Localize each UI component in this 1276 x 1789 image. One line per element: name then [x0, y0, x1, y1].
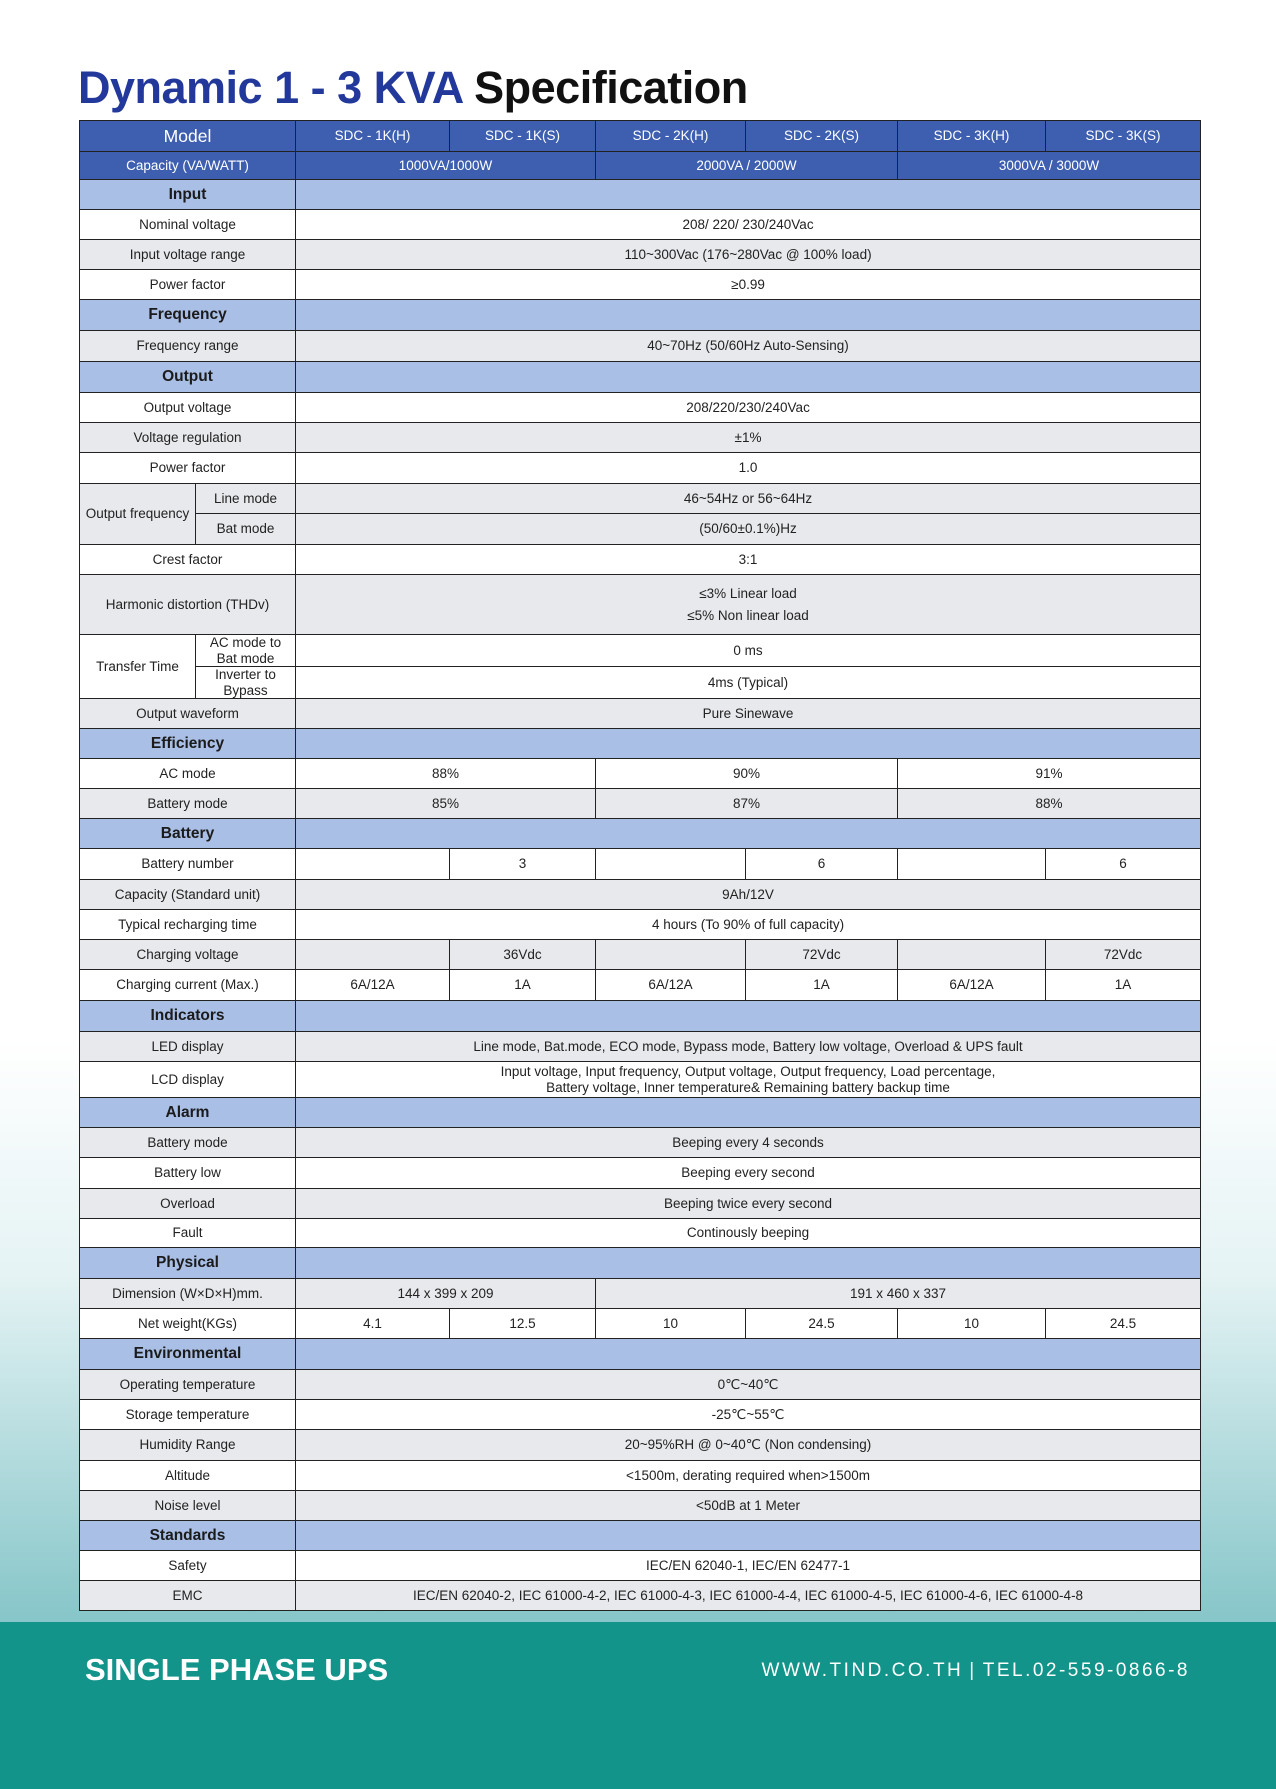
row-value: IEC/EN 62040-1, IEC/EN 62477-1	[296, 1551, 1201, 1581]
row-value: 3:1	[296, 545, 1201, 575]
section-fill	[296, 1001, 1201, 1032]
table-row	[80, 240, 1201, 270]
row-value: Beeping every second	[296, 1158, 1201, 1189]
row-label: Battery mode	[80, 789, 296, 819]
row-sublabel: Bat mode	[196, 514, 296, 545]
row-value: 87%	[596, 789, 898, 819]
model-label: Model	[80, 121, 296, 152]
section-title: Indicators	[80, 1001, 296, 1032]
table-row	[80, 423, 1201, 453]
row-label: Battery low	[80, 1158, 296, 1189]
section-row-standards	[80, 1521, 1201, 1551]
row-label: Power factor	[80, 270, 296, 300]
section-fill	[296, 362, 1201, 393]
row-value: <1500m, derating required when>1500m	[296, 1461, 1201, 1491]
row-value: 0 ms	[296, 635, 1201, 667]
row-sublabel: Inverter to Bypass	[196, 667, 296, 699]
capacity-value: 3000VA / 3000W	[898, 152, 1201, 180]
section-title: Standards	[80, 1521, 296, 1551]
row-label: Charging current (Max.)	[80, 970, 296, 1001]
row-label: Overload	[80, 1189, 296, 1219]
row-label: Noise level	[80, 1491, 296, 1521]
row-value: 72Vdc	[1046, 940, 1201, 970]
capacity-value: 2000VA / 2000W	[596, 152, 898, 180]
row-label: Nominal voltage	[80, 210, 296, 240]
row-value: Beeping twice every second	[296, 1189, 1201, 1219]
table-row	[80, 1370, 1201, 1400]
row-value: 12.5	[450, 1309, 596, 1339]
row-value: 144 x 399 x 209	[296, 1279, 596, 1309]
row-sublabel: Line mode	[196, 484, 296, 514]
row-value: 208/ 220/ 230/240Vac	[296, 210, 1201, 240]
row-sublabel: AC mode to Bat mode	[196, 635, 296, 667]
capacity-value: 1000VA/1000W	[296, 152, 596, 180]
section-fill	[296, 180, 1201, 210]
model-name: SDC - 1K(H)	[296, 121, 450, 152]
row-value: 24.5	[746, 1309, 898, 1339]
row-label: Capacity (Standard unit)	[80, 880, 296, 910]
row-label: Frequency range	[80, 331, 296, 362]
section-row-battery	[80, 819, 1201, 849]
row-value: Continously beeping	[296, 1219, 1201, 1248]
specification-table	[79, 120, 1201, 1611]
row-value	[296, 849, 450, 880]
row-value: 1A	[746, 970, 898, 1001]
row-value: 24.5	[1046, 1309, 1201, 1339]
section-title: Frequency	[80, 300, 296, 331]
row-value: 85%	[296, 789, 596, 819]
row-value: 20~95%RH @ 0~40℃ (Non condensing)	[296, 1430, 1201, 1461]
section-row-indicators	[80, 1001, 1201, 1032]
table-row	[80, 484, 1201, 514]
row-label: Harmonic distortion (THDv)	[80, 575, 296, 635]
table-row	[80, 1430, 1201, 1461]
model-name: SDC - 2K(H)	[596, 121, 746, 152]
row-value: 110~300Vac (176~280Vac @ 100% load)	[296, 240, 1201, 270]
row-value: 191 x 460 x 337	[596, 1279, 1201, 1309]
row-value: 6	[1046, 849, 1201, 880]
row-value	[596, 940, 746, 970]
row-label: Power factor	[80, 453, 296, 484]
row-value: 88%	[296, 759, 596, 789]
website-link[interactable]: WWW.TIND.CO.TH	[761, 1660, 964, 1681]
row-label: Operating temperature	[80, 1370, 296, 1400]
table-row	[80, 759, 1201, 789]
row-value: 10	[596, 1309, 746, 1339]
section-row-environmental	[80, 1339, 1201, 1370]
row-value: 3	[450, 849, 596, 880]
footer-divider: |	[969, 1660, 977, 1681]
row-value: 36Vdc	[450, 940, 596, 970]
table-row	[80, 1219, 1201, 1248]
section-title: Alarm	[80, 1098, 296, 1128]
table-row	[80, 1551, 1201, 1581]
capacity-label: Capacity (VA/WATT)	[80, 152, 296, 180]
table-row	[80, 667, 1201, 699]
section-fill	[296, 1098, 1201, 1128]
row-label: Net weight(KGs)	[80, 1309, 296, 1339]
row-value	[296, 1062, 1201, 1098]
row-label: Battery mode	[80, 1128, 296, 1158]
section-fill	[296, 1248, 1201, 1279]
row-value: 40~70Hz (50/60Hz Auto-Sensing)	[296, 331, 1201, 362]
table-row	[80, 393, 1201, 423]
section-row-physical	[80, 1248, 1201, 1279]
table-row	[80, 940, 1201, 970]
row-value: 1A	[1046, 970, 1201, 1001]
capacity-header-row	[80, 152, 1201, 180]
section-row-frequency	[80, 300, 1201, 331]
row-value: 10	[898, 1309, 1046, 1339]
table-row	[80, 453, 1201, 484]
table-row	[80, 910, 1201, 940]
section-fill	[296, 1521, 1201, 1551]
row-value: 1.0	[296, 453, 1201, 484]
model-header-row	[80, 121, 1201, 152]
table-row	[80, 1189, 1201, 1219]
table-row	[80, 789, 1201, 819]
row-label: Charging voltage	[80, 940, 296, 970]
table-row	[80, 699, 1201, 729]
value-line: Input voltage, Input frequency, Output voltage, Output frequency, Load percentage,	[500, 1064, 996, 1080]
table-row	[80, 849, 1201, 880]
row-label: Output waveform	[80, 699, 296, 729]
section-title: Efficiency	[80, 729, 296, 759]
row-label: EMC	[80, 1581, 296, 1611]
table-row	[80, 1309, 1201, 1339]
row-label: Altitude	[80, 1461, 296, 1491]
section-title: Physical	[80, 1248, 296, 1279]
section-row-input	[80, 180, 1201, 210]
page-title	[78, 62, 748, 114]
table-row	[80, 575, 1201, 635]
row-value: <50dB at 1 Meter	[296, 1491, 1201, 1521]
row-value: 1A	[450, 970, 596, 1001]
row-label: Dimension (W×D×H)mm.	[80, 1279, 296, 1309]
row-label: Output voltage	[80, 393, 296, 423]
section-row-alarm	[80, 1098, 1201, 1128]
row-value: (50/60±0.1%)Hz	[296, 514, 1201, 545]
table-row	[80, 1581, 1201, 1611]
row-value: 9Ah/12V	[296, 880, 1201, 910]
row-value: ±1%	[296, 423, 1201, 453]
row-label: Humidity Range	[80, 1430, 296, 1461]
table-row	[80, 1400, 1201, 1430]
row-label: LED display	[80, 1032, 296, 1062]
model-name: SDC - 3K(S)	[1046, 121, 1201, 152]
section-fill	[296, 1339, 1201, 1370]
table-row	[80, 1461, 1201, 1491]
section-title: Output	[80, 362, 296, 393]
row-label: Input voltage range	[80, 240, 296, 270]
row-label: Fault	[80, 1219, 296, 1248]
row-value: 0℃~40℃	[296, 1370, 1201, 1400]
value-line: ≤3% Linear load	[699, 585, 797, 601]
row-value: 6A/12A	[296, 970, 450, 1001]
row-label: AC mode	[80, 759, 296, 789]
row-value	[898, 849, 1046, 880]
section-title: Battery	[80, 819, 296, 849]
table-row	[80, 1128, 1201, 1158]
row-value: -25℃~55℃	[296, 1400, 1201, 1430]
title-model-range: Dynamic 1 - 3 KVA	[78, 62, 463, 113]
row-label: Battery number	[80, 849, 296, 880]
row-value: 91%	[898, 759, 1201, 789]
row-value: 208/220/230/240Vac	[296, 393, 1201, 423]
title-specification: Specification	[474, 62, 748, 113]
section-fill	[296, 819, 1201, 849]
row-value: IEC/EN 62040-2, IEC 61000-4-2, IEC 61000-4-3, IEC 61000-4-4, IEC 61000-4-5, IEC 61000-4-6, IEC 61000-4-8	[296, 1581, 1201, 1611]
section-row-efficiency	[80, 729, 1201, 759]
value-line: Battery voltage, Inner temperature& Remaining battery backup time	[546, 1079, 950, 1095]
section-row-output	[80, 362, 1201, 393]
table-row	[80, 210, 1201, 240]
table-row	[80, 1491, 1201, 1521]
row-label: Typical recharging time	[80, 910, 296, 940]
section-fill	[296, 300, 1201, 331]
table-row	[80, 1158, 1201, 1189]
table-row	[80, 331, 1201, 362]
row-value: Line mode, Bat.mode, ECO mode, Bypass mode, Battery low voltage, Overload & UPS fault	[296, 1032, 1201, 1062]
value-line: ≤5% Non linear load	[687, 607, 809, 623]
row-value: 6	[746, 849, 898, 880]
table-row	[80, 635, 1201, 667]
footer-product-line: SINGLE PHASE UPS	[85, 1652, 389, 1687]
section-fill	[296, 729, 1201, 759]
section-title: Environmental	[80, 1339, 296, 1370]
model-name: SDC - 2K(S)	[746, 121, 898, 152]
footer-banner	[0, 1622, 1276, 1789]
table-row	[80, 970, 1201, 1001]
footer-contact	[762, 1660, 1190, 1682]
row-value: 4 hours (To 90% of full capacity)	[296, 910, 1201, 940]
model-name: SDC - 3K(H)	[898, 121, 1046, 152]
row-label: Output frequency	[80, 484, 196, 545]
row-label: Crest factor	[80, 545, 296, 575]
row-value	[596, 849, 746, 880]
row-label: Transfer Time	[80, 635, 196, 699]
row-value	[898, 940, 1046, 970]
phone-number: TEL.02-559-0866-8	[982, 1660, 1190, 1681]
row-value: 46~54Hz or 56~64Hz	[296, 484, 1201, 514]
row-value: 6A/12A	[898, 970, 1046, 1001]
row-value: 88%	[898, 789, 1201, 819]
table-row	[80, 1062, 1201, 1098]
table-row	[80, 1279, 1201, 1309]
row-value: 90%	[596, 759, 898, 789]
row-value	[296, 575, 1201, 635]
row-value: Beeping every 4 seconds	[296, 1128, 1201, 1158]
section-title: Input	[80, 180, 296, 210]
row-label: Safety	[80, 1551, 296, 1581]
row-value: 72Vdc	[746, 940, 898, 970]
table-row	[80, 880, 1201, 910]
table-row	[80, 514, 1201, 545]
table-row	[80, 1032, 1201, 1062]
row-label: LCD display	[80, 1062, 296, 1098]
row-value: 4ms (Typical)	[296, 667, 1201, 699]
row-value: 6A/12A	[596, 970, 746, 1001]
table-row	[80, 270, 1201, 300]
row-label: Storage temperature	[80, 1400, 296, 1430]
row-value: 4.1	[296, 1309, 450, 1339]
row-value	[296, 940, 450, 970]
model-name: SDC - 1K(S)	[450, 121, 596, 152]
table-row	[80, 545, 1201, 575]
row-label: Voltage regulation	[80, 423, 296, 453]
row-value: Pure Sinewave	[296, 699, 1201, 729]
row-value: ≥0.99	[296, 270, 1201, 300]
